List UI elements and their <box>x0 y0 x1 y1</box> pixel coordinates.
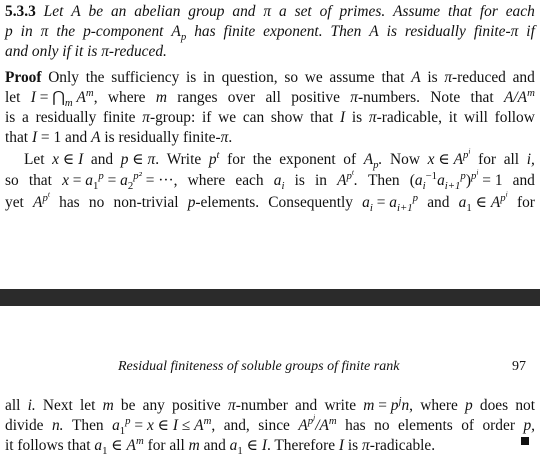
proof-line-4: that I = 1 and A is residually finite-π. <box>5 129 233 146</box>
theorem-line-2: p in π the p-component $A_p$ has finite exponent. Then A is residually finite-π if <box>5 23 535 44</box>
proof-line-6: so that $x = a_1^p = a_2^{p^2}$ = ···, where each $a_i$ is in $A^{p^t}$. Then $(a_i^{-1}a_{i+1}^p)^{p^i} = 1$ and <box>5 167 535 193</box>
proof-line-5: Let x ∈ I and p ∈ π. Write $p^t$ for the exponent of $A_p$. Now x ∈ $A^{p^i}$ for all i, <box>24 146 535 172</box>
theorem-number: 5.3.3 <box>5 3 36 20</box>
proof-line-3: is a residually finite π-group: if we can show that I is π-radicable, it will follow <box>5 109 535 126</box>
bottom-line-2: divide n. Then $a_1^p = x$ ∈ $I \le A^m$, and, since $A^{p^j}/A^m$ has no elements of order p, <box>5 412 535 438</box>
qed-square <box>521 437 529 445</box>
bottom-line-3: it follows that $a_1$ ∈ $A^m$ for all m and $a_1$ ∈ I. Therefore I is π-radicable. <box>5 434 436 457</box>
page-number: 97 <box>512 359 526 374</box>
proof-label: Proof <box>5 69 42 86</box>
page-gap <box>0 289 540 306</box>
proof-line-2: let $I = ⋂_m$ $A^m$, where m ranges over all positive π-numbers. Note that $A/A^m$ <box>5 86 535 110</box>
proof-line-1: Proof Only the sufficiency is in question, so we assume that A is π-reduced and <box>5 69 535 86</box>
theorem-line-3: and only if it is π-reduced. <box>5 43 167 60</box>
running-head: Residual finiteness of soluble groups of finite rank <box>118 359 400 374</box>
theorem-line-1: 5.3.3 Let A be an abelian group and π a set of primes. Assume that for each <box>5 3 535 20</box>
proof-line-7: yet $A^{p^t}$ has no non-trivial p-elements. Consequently $a_i = a_{i+1}^p$ and $a_1$ ∈ $A^{p^i}$ for <box>5 189 535 215</box>
bottom-line-1: all i. Next let m be any positive π-number and write $m = p^jn$, where p does not <box>5 394 535 414</box>
